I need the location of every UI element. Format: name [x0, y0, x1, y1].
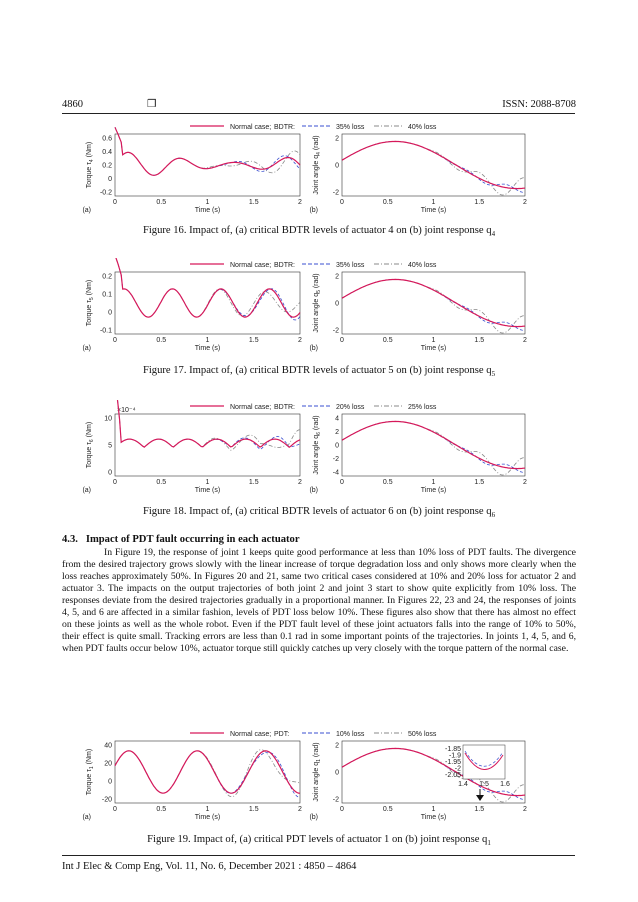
left-normal-line: [115, 258, 300, 317]
legend-series-1: 35% loss: [336, 262, 365, 269]
left-xtick: 1.5: [248, 337, 259, 344]
right-ylabel: Joint angle $q_1$ (rad): [313, 742, 322, 802]
page-number: 4860: [62, 99, 83, 110]
right-ylabel: Joint angle $q_6$ (rad): [313, 415, 322, 475]
section-heading: 4.3. Impact of PDT fault occurring in each actuator: [62, 534, 300, 545]
left-xtick: 0: [113, 337, 117, 344]
left-xtick: 2: [298, 199, 302, 206]
right-xlabel: Time (s): [420, 207, 447, 214]
legend-normal: Normal case;: [230, 124, 272, 131]
left-xtick: 1.5: [248, 199, 259, 206]
right-normal-line: [342, 421, 525, 468]
right-panel-label: (b): [309, 814, 318, 821]
left-ytick: 0.6: [102, 135, 112, 143]
right-xtick: 0.5: [382, 199, 393, 206]
inset-ytick: -1.9: [448, 752, 461, 760]
legend-series-2: 40% loss: [408, 124, 437, 131]
left-series-2-line: [115, 751, 300, 798]
legend-series-2: 25% loss: [408, 404, 437, 411]
legend-series-2: 50% loss: [408, 731, 437, 738]
right-plot-frame: [342, 272, 525, 334]
right-plot-frame: [342, 414, 525, 476]
left-panel-label: (a): [82, 345, 91, 352]
right-xtick: 0: [340, 337, 344, 344]
figure-17: [0, 258, 638, 356]
left-xtick: 1: [205, 199, 210, 206]
left-plot-frame: [115, 272, 300, 334]
right-xtick: 0: [340, 806, 344, 813]
right-ytick: -2: [332, 456, 339, 463]
right-series-3-line: [342, 279, 525, 333]
inset-xtick: 1.4: [458, 781, 468, 788]
left-xtick: 0.5: [156, 337, 167, 344]
right-ytick: 0: [335, 300, 339, 308]
right-series-2-line: [342, 279, 525, 330]
left-normal-line: [115, 127, 300, 175]
right-xlabel: Time (s): [420, 487, 447, 494]
left-ytick: -20: [101, 796, 112, 804]
figure-19: [0, 727, 638, 827]
left-ytick: -0.2: [99, 189, 112, 197]
footer-rule: [62, 855, 575, 856]
right-xtick: 0.5: [382, 479, 393, 486]
legend-series-1: 20% loss: [336, 404, 365, 411]
left-xlabel: Time (s): [194, 345, 221, 352]
right-normal-line: [342, 279, 525, 326]
right-series-2-line: [342, 421, 525, 472]
right-ytick: -2: [332, 189, 339, 197]
figure-18-caption: Figure 18. Impact of, (a) critical BDTR levels of actuator 6 on (b) joint response $q_6$: [142, 506, 496, 520]
legend-series-1: 10% loss: [336, 731, 365, 738]
legend-normal: Normal case;: [230, 404, 272, 411]
left-xtick: 0: [113, 806, 117, 813]
right-xtick: 1: [431, 199, 436, 206]
right-xtick: 1.5: [474, 199, 485, 206]
right-xtick: 0: [340, 479, 344, 486]
body-paragraph: In Figure 19, the response of joint 1 keeps quite good performance at less than 10% loss of PDT faults. The divergence from the desired trajectory grows slowly with the linear increase of torque degradation loss and only shows more clearly when the loss reaches approximately 50%. In Figures 20 and 21, same two critical cases considered at 10% and 20% loss for actuator 2 and actuator 3. The impacts on the output trajectories of both joint 2 and joint 3 start to show quite explicitly from 10% loss. The responses deviate from the desired trajectories gradually in a proportional manner. In Figures 22, 23 and 24, the responses of joints 4, 5, and 6 are affected in a similar fashion, levels of PDT loss below 10%. These figures also show that there has almost no effect on these joints as well as the whole robot. Even if the PDT fault level of these joint actuators falls into the range of 10% to 50%, their effect is quite small. Tracking errors are less than 0.1 rad in some important points of the trajectories. In joints 1, 4, 5, and 6, when PDT faults occur below 10%, actuator torque still quickly catches up very closely with the torque pattern of the normal case.: [62, 547, 576, 655]
left-xtick: 2: [298, 337, 302, 344]
left-plot-frame: [115, 741, 300, 803]
legend-series-1: 35% loss: [336, 124, 365, 131]
right-ylabel: Joint angle $q_4$ (rad): [313, 135, 322, 195]
right-series-3-line: [342, 421, 525, 475]
right-ytick: 0: [335, 769, 339, 777]
left-ytick: 0.1: [102, 291, 112, 299]
left-ytick: 0: [108, 309, 112, 317]
right-ytick: 2: [335, 135, 339, 143]
right-ytick: -2: [332, 327, 339, 335]
left-ytick: 0: [108, 469, 112, 477]
left-series-3-line: [115, 258, 300, 317]
left-ytick: 5: [108, 442, 112, 450]
footer-text: Int J Elec & Comp Eng, Vol. 11, No. 6, December 2021 : 4850 – 4864: [62, 861, 357, 872]
left-ytick: 40: [104, 742, 112, 750]
right-ytick: 2: [335, 742, 339, 750]
right-ylabel: Joint angle $q_5$ (rad): [313, 273, 322, 333]
left-xtick: 0.5: [156, 199, 167, 206]
right-xtick: 0.5: [382, 337, 393, 344]
header-rule: [62, 113, 575, 114]
left-panel-label: (a): [82, 207, 91, 214]
box-icon: ❒: [147, 99, 157, 110]
legend-series-2: 40% loss: [408, 262, 437, 269]
left-ytick: 0.4: [102, 149, 112, 156]
right-xtick: 2: [523, 199, 527, 206]
left-scale-note: ×10⁻⁴: [117, 407, 136, 414]
figure-16: [0, 120, 638, 218]
inset-arrowhead: [476, 795, 484, 801]
left-xtick: 0.5: [156, 479, 167, 486]
legend-prefix: PDT:: [274, 731, 290, 738]
right-xtick: 1: [431, 479, 436, 486]
inset-frame: [463, 745, 505, 779]
right-xtick: 0: [340, 199, 344, 206]
inset-xtick: 1.6: [500, 781, 510, 788]
left-normal-line: [115, 400, 300, 447]
left-ytick: 10: [104, 415, 112, 423]
legend-prefix: BDTR:: [274, 124, 295, 131]
right-panel-label: (b): [309, 207, 318, 214]
left-xtick: 2: [298, 479, 302, 486]
left-xtick: 1.5: [248, 806, 259, 813]
left-plot-frame: [115, 414, 300, 476]
right-xtick: 2: [523, 337, 527, 344]
figure-18: [0, 400, 638, 498]
right-xlabel: Time (s): [420, 814, 447, 821]
inset-ytick: -2: [454, 765, 461, 773]
right-xtick: 1.5: [474, 479, 485, 486]
right-xtick: 1: [431, 806, 436, 813]
right-plot-frame: [342, 134, 525, 196]
figure-17-caption: Figure 17. Impact of, (a) critical BDTR levels of actuator 5 on (b) joint response $q_5$: [142, 365, 496, 379]
left-xtick: 0: [113, 199, 117, 206]
right-xtick: 2: [523, 479, 527, 486]
left-xtick: 1: [205, 337, 210, 344]
left-panel-label: (a): [82, 814, 91, 821]
left-xtick: 0: [113, 479, 117, 486]
left-ylabel: Torque $\tau_5$ (Nm): [86, 279, 95, 327]
left-ylabel: Torque $\tau_6$ (Nm): [86, 421, 95, 469]
issn: ISSN: 2088-8708: [502, 99, 576, 110]
right-panel-label: (b): [309, 345, 318, 352]
right-ytick: 0: [335, 442, 339, 450]
right-ytick: -4: [332, 469, 339, 477]
left-series-2-line: [115, 400, 300, 449]
inset-ytick: -2.05: [445, 772, 461, 779]
right-normal-line: [342, 141, 525, 188]
left-series-3-line: [115, 750, 300, 797]
right-ytick: 0: [335, 162, 339, 170]
left-ytick: 20: [104, 760, 112, 768]
legend-normal: Normal case;: [230, 731, 272, 738]
right-xtick: 1: [431, 337, 436, 344]
figure-16-caption: Figure 16. Impact of, (a) critical BDTR levels of actuator 4 on (b) joint response $q_4$: [142, 225, 496, 239]
right-panel-label: (b): [309, 487, 318, 494]
left-ytick: 0.2: [102, 162, 112, 170]
right-series-3-line: [342, 141, 525, 195]
right-series-2-line: [342, 141, 525, 192]
right-ytick: 2: [335, 429, 339, 436]
legend-prefix: BDTR:: [274, 404, 295, 411]
right-ytick: 4: [335, 415, 339, 423]
right-xtick: 1.5: [474, 806, 485, 813]
left-xlabel: Time (s): [194, 814, 221, 821]
legend-prefix: BDTR:: [274, 262, 295, 269]
left-ytick: 0.2: [102, 273, 112, 281]
left-xtick: 2: [298, 806, 302, 813]
inset-ytick: -1.95: [445, 759, 461, 766]
left-xtick: 0.5: [156, 806, 167, 813]
left-xtick: 1.5: [248, 479, 259, 486]
left-xlabel: Time (s): [194, 487, 221, 494]
left-xlabel: Time (s): [194, 207, 221, 214]
left-ytick: 0: [108, 176, 112, 183]
legend-normal: Normal case;: [230, 262, 272, 269]
inset-ytick: -1.85: [445, 746, 461, 753]
left-ylabel: Torque $\tau_1$ (Nm): [86, 748, 95, 796]
left-normal-line: [115, 751, 300, 793]
right-xlabel: Time (s): [420, 345, 447, 352]
left-xtick: 1: [205, 806, 210, 813]
right-xtick: 2: [523, 806, 527, 813]
right-xtick: 1.5: [474, 337, 485, 344]
right-ytick: -2: [332, 796, 339, 804]
right-ytick: 2: [335, 273, 339, 281]
left-ylabel: Torque $\tau_4$ (Nm): [86, 141, 95, 189]
left-panel-label: (a): [82, 487, 91, 494]
figure-19-caption: Figure 19. Impact of, (a) critical PDT levels of actuator 1 on (b) joint response $q_1$: [147, 834, 491, 848]
left-ytick: 0: [108, 778, 112, 786]
inset-xtick: 1.5: [479, 781, 489, 788]
right-xtick: 0.5: [382, 806, 393, 813]
left-ytick: -0.1: [99, 327, 112, 335]
left-series-2-line: [115, 258, 300, 320]
left-xtick: 1: [205, 479, 210, 486]
